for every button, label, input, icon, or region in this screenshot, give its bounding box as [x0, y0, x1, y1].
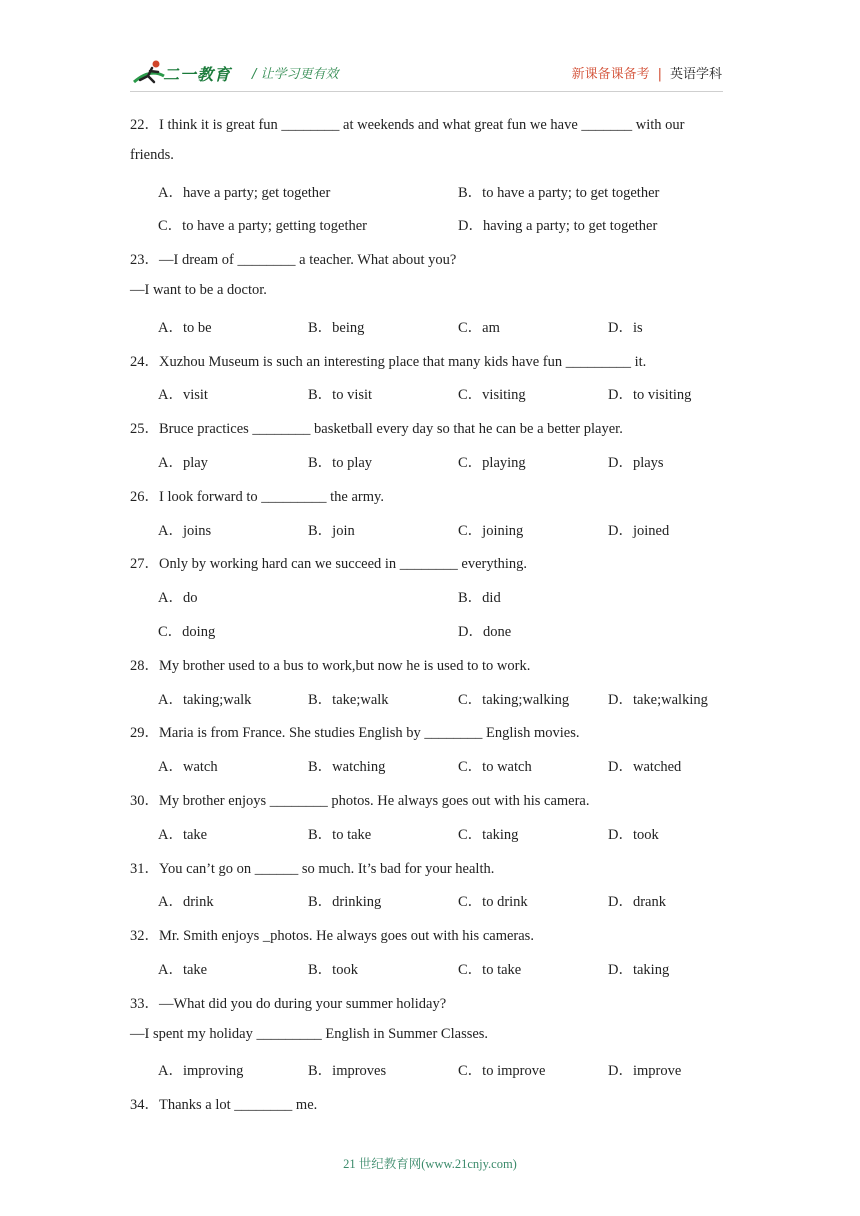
question-stem: 28．My brother used to a bus to work,but now he is used to to work.: [130, 657, 531, 674]
answer-option: A．take: [158, 962, 208, 978]
answer-option: B．to play: [308, 455, 373, 471]
answer-option: A．drink: [158, 894, 214, 911]
question-stem: 32．Mr. Smith enjoys _photos. He always goes out with his cameras.: [130, 928, 534, 945]
logo-text: 二一教育: [163, 65, 232, 84]
answer-option: D．having a party; to get together: [458, 218, 658, 235]
answer-option: D．improve: [608, 1063, 682, 1080]
answer-option: D．took: [608, 826, 659, 843]
question-stem: 30．My brother enjoys ________ photos. He always goes out with his camera.: [130, 793, 590, 809]
question-stem: 33．—What did you do during your summer holiday?: [130, 995, 447, 1012]
question-stem: 27．Only by working hard can we succeed in ________ everything.: [130, 556, 528, 573]
answer-option: C．to watch: [458, 759, 532, 776]
answer-option: C．taking: [458, 826, 519, 843]
answer-option: C．taking;walking: [458, 691, 570, 708]
answer-option: B．did: [458, 590, 501, 607]
answer-option: B．take;walk: [308, 691, 389, 708]
answer-option: C．doing: [158, 624, 216, 640]
answer-option: B．to have a party; to get together: [458, 184, 660, 201]
answer-option: C．to improve: [458, 1063, 546, 1080]
answer-option: A．improving: [158, 1063, 244, 1080]
answer-option: B．join: [308, 522, 355, 539]
answer-option: A．take: [158, 826, 208, 843]
answer-option: A．visit: [158, 387, 208, 404]
question-stem: 24．Xuzhou Museum is such an interesting place that many kids have fun _________ it.: [130, 353, 647, 370]
answer-option: D．take;walking: [608, 691, 708, 708]
answer-option: D．taking: [608, 962, 670, 978]
answer-option: D．plays: [608, 455, 664, 471]
header-divider: [130, 91, 723, 92]
answer-option: D．done: [458, 624, 512, 640]
slogan: / 让学习更有效: [252, 67, 339, 82]
answer-option: A．have a party; get together: [158, 184, 331, 201]
question-stem: 31．You can’t go on ______ so much. It’s bad for your health.: [130, 860, 495, 877]
answer-option: A．do: [158, 590, 198, 607]
answer-option: D．to visiting: [608, 387, 692, 404]
answer-option: C．to have a party; getting together: [158, 218, 367, 235]
answer-option: B．watching: [308, 759, 386, 776]
answer-option: D．joined: [608, 522, 670, 539]
answer-option: B．improves: [308, 1063, 387, 1080]
answer-option: C．visiting: [458, 387, 526, 404]
answer-option: B．to visit: [308, 387, 373, 404]
answer-option: A．joins: [158, 522, 212, 539]
answer-option: A．play: [158, 455, 208, 471]
question-stem: 25．Bruce practices ________ basketball every day so that he can be a better player.: [130, 421, 623, 438]
answer-option: C．am: [458, 319, 500, 336]
question-stem: 23．—I dream of ________ a teacher. What about you?: [130, 252, 457, 269]
header-subject-label: 英语学科: [669, 67, 722, 82]
answer-option: C．playing: [458, 455, 526, 471]
answer-option: A．watch: [158, 759, 218, 776]
answer-option: A．to be: [158, 319, 212, 336]
question-stem-continued: friends.: [130, 146, 174, 163]
question-stem: 29．Maria is from France. She studies English by ________ English movies.: [130, 725, 580, 742]
answer-option: D．watched: [608, 759, 682, 776]
header-separator: |: [657, 67, 662, 82]
header-course-label: 新课备课备考: [571, 67, 650, 82]
answer-option: B．to take: [308, 826, 372, 843]
answer-option: C．joining: [458, 522, 524, 539]
answer-option: B．being: [308, 319, 365, 336]
question-stem-continued: —I spent my holiday _________ English in Summer Classes.: [130, 1025, 489, 1042]
answer-option: C．to take: [458, 962, 522, 978]
answer-option: C．to drink: [458, 894, 528, 911]
answer-option: B．took: [308, 962, 358, 978]
answer-option: B．drinking: [308, 894, 382, 911]
header-subject: [572, 63, 722, 82]
page-header: [0, 0, 860, 100]
answer-option: A．taking;walk: [158, 691, 252, 708]
question-stem: 34．Thanks a lot ________ me.: [130, 1097, 318, 1114]
answer-option: D．drank: [608, 894, 666, 911]
question-stem: 26．I look forward to _________ the army.: [130, 488, 384, 505]
question-stem-continued: —I want to be a doctor.: [130, 282, 267, 298]
question-stem: 22．I think it is great fun ________ at weekends and what great fun we have _______ with our: [130, 117, 685, 133]
footer: 21 世纪教育网(www.21cnjy.com): [343, 1157, 517, 1171]
answer-option: D．is: [608, 319, 643, 336]
